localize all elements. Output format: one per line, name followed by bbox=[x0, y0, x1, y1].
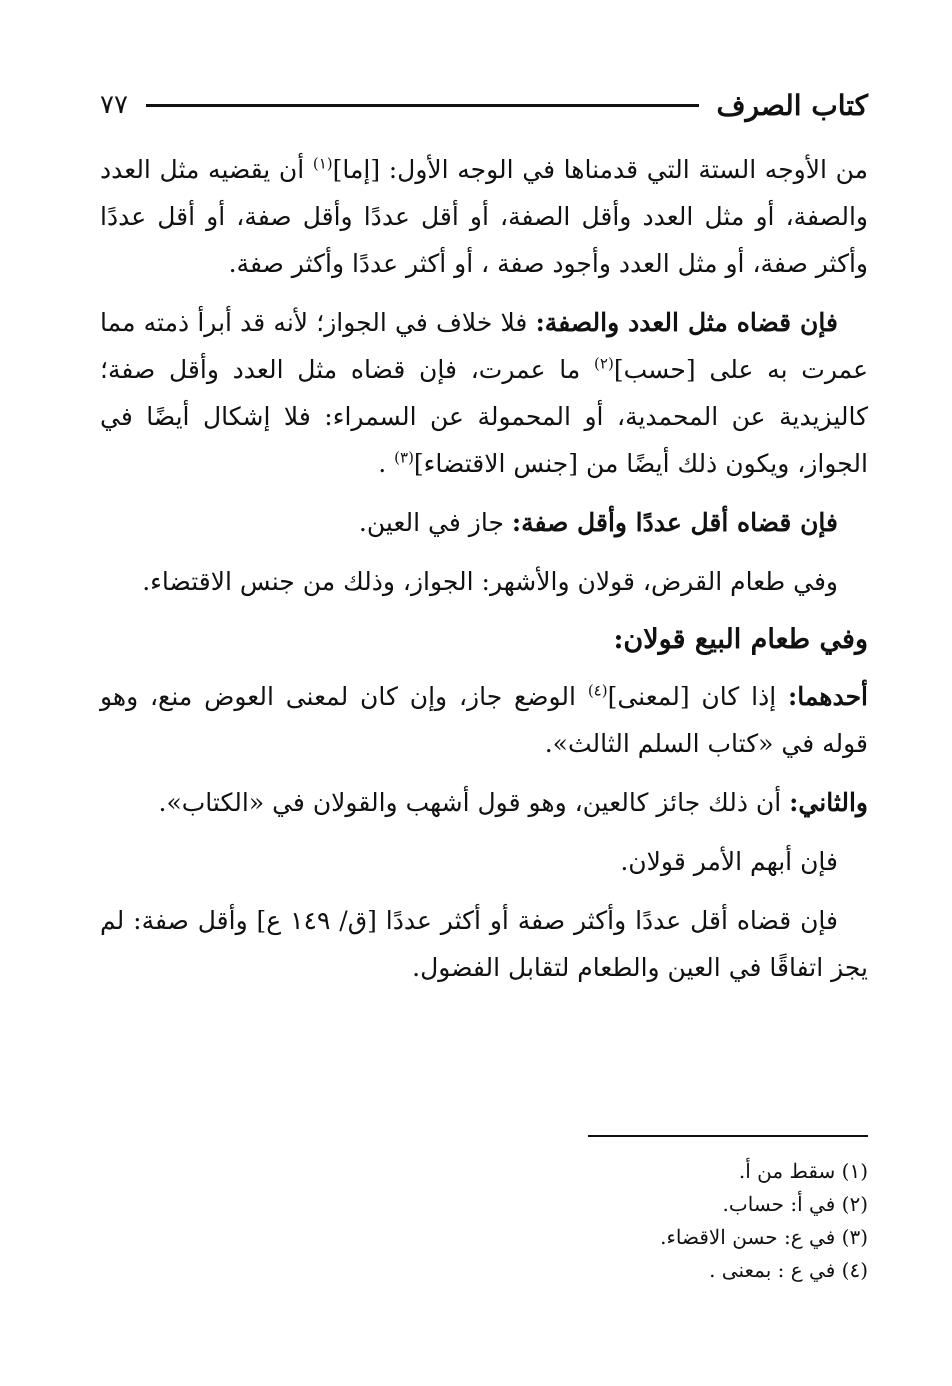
page-header bbox=[100, 80, 868, 130]
paragraph-1 bbox=[100, 146, 868, 287]
footnote-ref-1: (١) bbox=[312, 154, 333, 173]
paragraph-lead: والثاني: bbox=[789, 788, 868, 817]
paragraph-3 bbox=[100, 499, 868, 546]
page-number: ٧٧ bbox=[100, 90, 128, 120]
footnote-3: (٣) في ع: حسن الاقضاء. bbox=[660, 1225, 868, 1249]
paragraph-8 bbox=[100, 897, 868, 991]
paragraph-text: فإن أبهم الأمر قولان. bbox=[620, 847, 838, 876]
paragraph-text: من الأوجه الستة التي قدمناها في الوجه الأول: [إما] bbox=[332, 155, 869, 184]
footnote-1: (١) سقط من أ. bbox=[738, 1159, 868, 1183]
paragraph-text: فلا خلاف في الجواز؛ لأنه قد أبرأ ذمته مما عمرت به على [حسب] bbox=[100, 308, 869, 384]
paragraph-lead: فإن قضاه مثل العدد والصفة: bbox=[535, 308, 838, 337]
page-body bbox=[100, 146, 868, 991]
footnote-ref-2: (٢) bbox=[594, 354, 614, 373]
paragraph-6 bbox=[100, 779, 868, 826]
paragraph-text: . bbox=[378, 449, 395, 478]
footnote-ref-3: (٣) bbox=[394, 448, 414, 467]
footnote-separator bbox=[588, 1135, 868, 1137]
paragraph-4 bbox=[100, 558, 868, 605]
paragraph-text: ما عمرت، فإن قضاه مثل العدد وأقل صفة؛ كاليزيدية عن المحمدية، أو المحمولة عن السمراء: فلا إشكال أيضًا في الجواز، ويكون ذلك أيضًا من [جنس الاقتضاء] bbox=[100, 355, 868, 478]
paragraph-text: الوضع جاز، وإن كان لمعنى العوض منع، وهو قوله في «كتاب السلم الثالث». bbox=[100, 682, 868, 758]
paragraph-lead: فإن قضاه أقل عددًا وأقل صفة: bbox=[511, 508, 838, 537]
paragraph-text: وفي طعام القرض، قولان والأشهر: الجواز، وذلك من جنس الاقتضاء. bbox=[142, 567, 838, 596]
paragraph-text: جاز في العين. bbox=[358, 508, 512, 537]
footnote-ref-4: (٤) bbox=[587, 681, 608, 700]
paragraph-text: أن ذلك جائز كالعين، وهو قول أشهب والقولان في «الكتاب». bbox=[158, 788, 790, 817]
book-page bbox=[100, 80, 868, 1340]
footnote-4: (٤) في ع : بمعنى . bbox=[709, 1258, 868, 1282]
footnotes bbox=[108, 1155, 868, 1287]
header-rule bbox=[146, 104, 699, 107]
running-title: كتاب الصرف bbox=[716, 88, 868, 122]
paragraph-7 bbox=[100, 838, 868, 885]
paragraph-5 bbox=[100, 673, 868, 767]
paragraph-2 bbox=[100, 299, 868, 487]
paragraph-text: إذا كان [لمعنى] bbox=[607, 682, 788, 711]
section-heading: وفي طعام البيع قولان: bbox=[613, 624, 868, 655]
footnote-2: (٢) في أ: حساب. bbox=[722, 1192, 868, 1216]
paragraph-text: فإن قضاه أقل عددًا وأكثر صفة أو أكثر عددًا [ق/ ١٤٩ ع] وأقل صفة: لم يجز اتفاقًا في العين والطعام لتقابل الفضول. bbox=[100, 906, 868, 982]
paragraph-text: أن يقضيه مثل العدد والصفة، أو مثل العدد وأقل الصفة، أو أقل عددًا وأقل صفة، أو أقل عددًا وأكثر صفة، أو مثل العدد وأجود صفة ، أو أكثر عددًا وأكثر صفة. bbox=[100, 155, 869, 278]
paragraph-lead: أحدهما: bbox=[787, 682, 868, 711]
